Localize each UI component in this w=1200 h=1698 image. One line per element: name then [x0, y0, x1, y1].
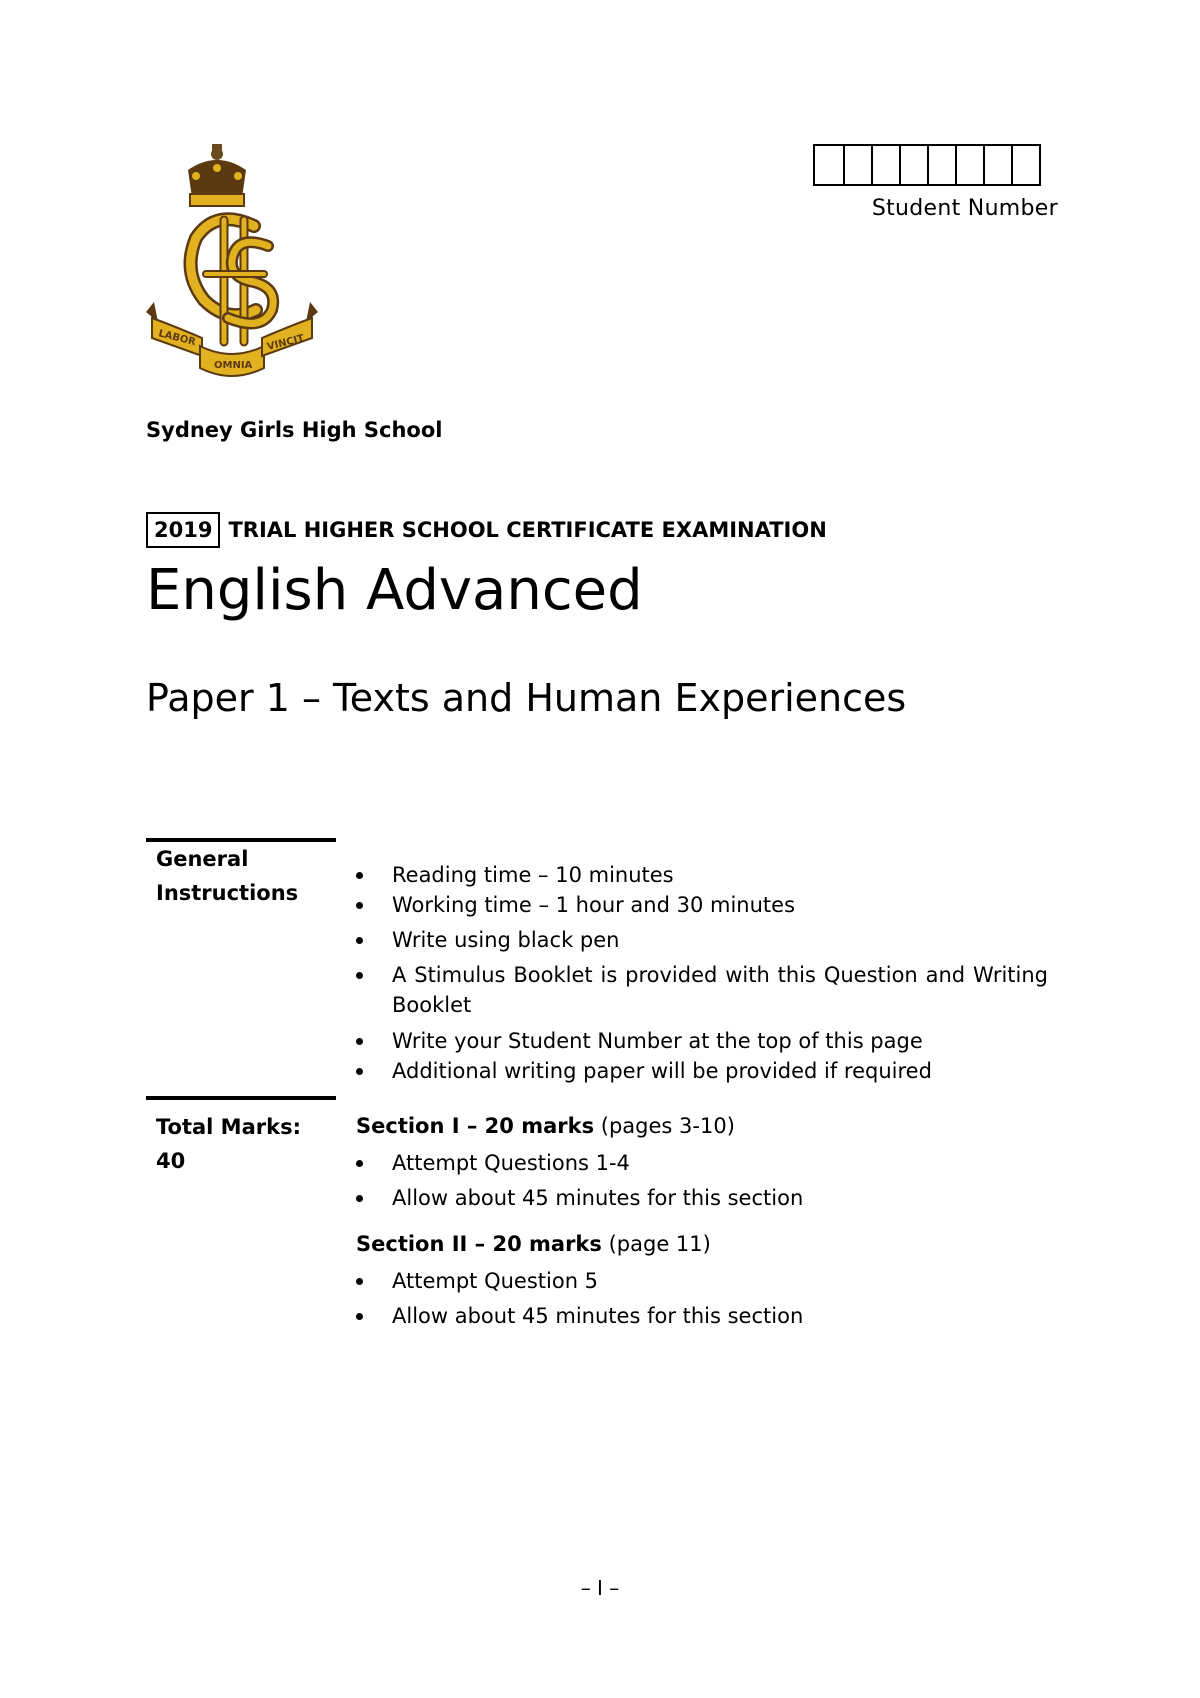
list-item — [356, 925, 1048, 955]
exam-heading — [146, 512, 827, 548]
list-item — [356, 1026, 1048, 1056]
section-1-title: Section I – 20 marks — [356, 1114, 595, 1138]
total-marks-value: 40 — [156, 1149, 186, 1173]
list-item — [356, 1266, 1048, 1296]
page-number: – I – — [580, 1576, 620, 1600]
page-title: English Advanced — [146, 558, 643, 623]
list-item-text: Allow about 45 minutes for this section — [392, 1186, 804, 1210]
general-label-line1: General — [156, 847, 249, 871]
list-item-text: Attempt Question 5 — [392, 1269, 599, 1293]
list-item-text: A Stimulus Booklet is provided with this Question and Writing Booklet — [392, 963, 1048, 1017]
total-marks-label — [156, 1110, 301, 1178]
student-number-digit-box[interactable] — [815, 146, 843, 184]
bullet-icon — [356, 1313, 363, 1320]
bullet-icon — [356, 1278, 363, 1285]
bullet-icon — [356, 972, 363, 979]
total-marks-caption: Total Marks: — [156, 1115, 301, 1139]
general-instructions-label — [156, 842, 298, 910]
motto-word-2: OMNIA — [214, 360, 253, 371]
student-number-digit-box[interactable] — [899, 146, 927, 184]
list-item-text: Write using black pen — [392, 928, 620, 952]
list-item — [356, 1148, 1048, 1178]
school-crest-logo — [144, 142, 320, 392]
bullet-icon — [356, 1038, 363, 1045]
section-2-title: Section II – 20 marks — [356, 1232, 602, 1256]
student-number-digit-box[interactable] — [983, 146, 1011, 184]
section-2-pages: (page 11) — [608, 1232, 711, 1256]
student-number-digit-box[interactable] — [843, 146, 871, 184]
list-item — [356, 860, 1048, 890]
list-item — [356, 1301, 1048, 1331]
general-instructions-list — [356, 860, 1048, 1086]
student-number-label: Student Number — [871, 196, 1058, 221]
section-2-heading — [356, 1232, 711, 1256]
exam-year: 2019 — [146, 512, 220, 548]
list-item-text: Attempt Questions 1-4 — [392, 1151, 630, 1175]
list-item-text: Reading time – 10 minutes — [392, 863, 674, 887]
school-name: Sydney Girls High School — [146, 418, 443, 442]
section-2-list — [356, 1266, 1048, 1331]
motto-word-3: VINCIT — [266, 333, 306, 353]
list-item — [356, 1056, 1048, 1086]
bullet-icon — [356, 1195, 363, 1202]
list-item — [356, 1183, 1048, 1213]
crown-icon — [188, 144, 246, 206]
list-item-text: Additional writing paper will be provided if required — [392, 1059, 932, 1083]
general-label-line2: Instructions — [156, 881, 299, 905]
motto-word-1: LABOR — [157, 328, 197, 349]
list-item-text: Allow about 45 minutes for this section — [392, 1304, 804, 1328]
page-subtitle: Paper 1 – Texts and Human Experiences — [146, 676, 907, 720]
list-item — [356, 960, 1048, 1020]
student-number-digit-box[interactable] — [955, 146, 983, 184]
student-number-digit-box[interactable] — [871, 146, 899, 184]
student-number-digit-box[interactable] — [1011, 146, 1039, 184]
list-item-text: Write your Student Number at the top of this page — [392, 1029, 923, 1053]
exam-title: TRIAL HIGHER SCHOOL CERTIFICATE EXAMINATION — [228, 518, 827, 542]
list-item — [356, 890, 1048, 920]
list-item-text: Working time – 1 hour and 30 minutes — [392, 893, 796, 917]
bullet-icon — [356, 937, 363, 944]
section-1-list — [356, 1148, 1048, 1213]
bullet-icon — [356, 872, 363, 879]
bullet-icon — [356, 1068, 363, 1075]
bullet-icon — [356, 1160, 363, 1167]
section-1-pages: (pages 3-10) — [600, 1114, 735, 1138]
section-divider — [146, 1096, 336, 1100]
student-number-digit-box[interactable] — [927, 146, 955, 184]
monogram-icon — [191, 219, 274, 342]
bullet-icon — [356, 902, 363, 909]
student-number-boxes[interactable] — [813, 144, 1041, 186]
section-1-heading — [356, 1114, 735, 1138]
